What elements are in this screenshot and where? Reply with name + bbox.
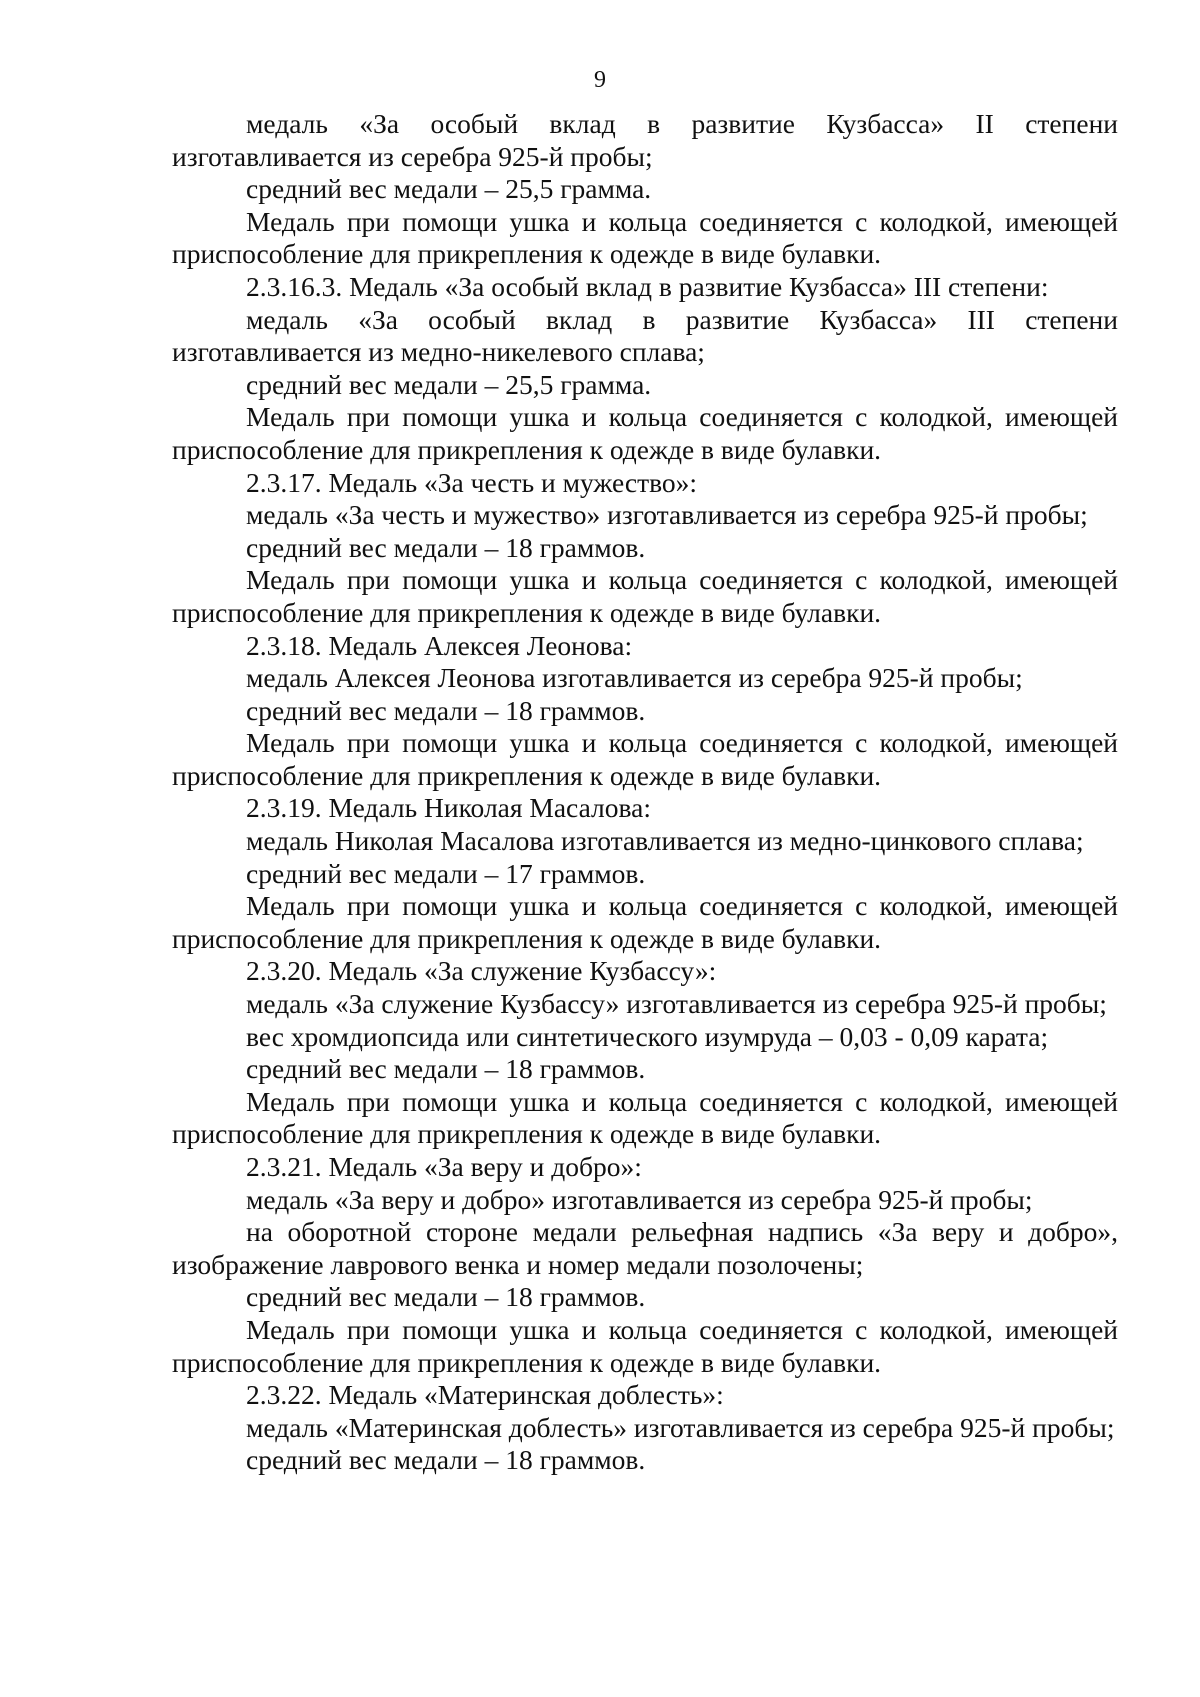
paragraph: средний вес медали – 18 граммов.: [246, 1444, 646, 1476]
section-heading: 2.3.20. Медаль «За служение Кузбассу»:: [246, 955, 717, 987]
paragraph: средний вес медали – 25,5 грамма.: [246, 368, 652, 400]
paragraph: Медаль при помощи ушка и кольца соединяется с колодкой, имеющей приспособление для прикрепления к одежде в виде булавки.: [172, 1313, 1118, 1378]
paragraph: медаль «За особый вклад в развитие Кузбасса» III степени изготавливается из медно-никелевого сплава;: [172, 303, 1118, 368]
paragraph: медаль «За особый вклад в развитие Кузбасса» II степени изготавливается из серебра 925-й пробы;: [172, 108, 1118, 172]
section-heading: 2.3.21. Медаль «За веру и добро»:: [246, 1151, 642, 1182]
paragraph: на оборотной стороне медали рельефная надпись «За веру и добро», изображение лаврового венка и номер медали позолочены;: [172, 1216, 1118, 1280]
section-heading: 2.3.16.3. Медаль «За особый вклад в развитие Кузбасса» III степени:: [246, 270, 1049, 302]
paragraph: Медаль при помощи ушка и кольца соединяется с колодкой, имеющей приспособление для прикрепления к одежде в виде булавки.: [172, 1085, 1118, 1150]
section-heading: 2.3.19. Медаль Николая Масалова:: [246, 792, 651, 824]
paragraph: Медаль при помощи ушка и кольца соединяется с колодкой, имеющей приспособление для прикрепления к одежде в виде булавки.: [172, 401, 1118, 465]
paragraph: медаль «За честь и мужество» изготавливается из серебра 925-й пробы;: [246, 499, 1088, 531]
section-heading: 2.3.17. Медаль «За честь и мужество»:: [246, 466, 698, 498]
paragraph: средний вес медали – 18 граммов.: [246, 694, 646, 726]
section-heading: 2.3.22. Медаль «Материнская доблесть»:: [246, 1379, 724, 1411]
paragraph: Медаль при помощи ушка и кольца соединяется с колодкой, имеющей приспособление для прикрепления к одежде в виде булавки.: [172, 564, 1118, 628]
paragraph: медаль Николая Масалова изготавливается из медно-цинкового сплава;: [246, 825, 1084, 857]
document-body: [172, 108, 1118, 1477]
paragraph: средний вес медали – 18 граммов.: [246, 531, 646, 563]
section-heading: 2.3.18. Медаль Алексея Леонова:: [246, 629, 633, 661]
paragraph: Медаль при помощи ушка и кольца соединяется с колодкой, имеющей приспособление для прикрепления к одежде в виде булавки.: [172, 205, 1118, 270]
page-number: 9: [594, 67, 606, 93]
paragraph: средний вес медали – 17 граммов.: [246, 857, 646, 889]
paragraph: средний вес медали – 18 граммов.: [246, 1053, 646, 1085]
paragraph: медаль Алексея Леонова изготавливается из серебра 925-й пробы;: [246, 662, 1023, 694]
paragraph: Медаль при помощи ушка и кольца соединяется с колодкой, имеющей приспособление для прикрепления к одежде в виде булавки.: [172, 890, 1118, 954]
paragraph: средний вес медали – 18 граммов.: [246, 1281, 646, 1313]
paragraph: медаль «За веру и добро» изготавливается из серебра 925-й пробы;: [246, 1183, 1033, 1215]
paragraph: средний вес медали – 25,5 грамма.: [246, 173, 652, 205]
paragraph: вес хромдиопсида или синтетического изумруда – 0,03 - 0,09 карата;: [246, 1020, 1049, 1052]
paragraph: Медаль при помощи ушка и кольца соединяется с колодкой, имеющей приспособление для прикрепления к одежде в виде булавки.: [172, 727, 1118, 791]
paragraph: медаль «Материнская доблесть» изготавливается из серебра 925-й пробы;: [246, 1411, 1115, 1443]
paragraph: медаль «За служение Кузбассу» изготавливается из серебра 925-й пробы;: [246, 988, 1107, 1020]
